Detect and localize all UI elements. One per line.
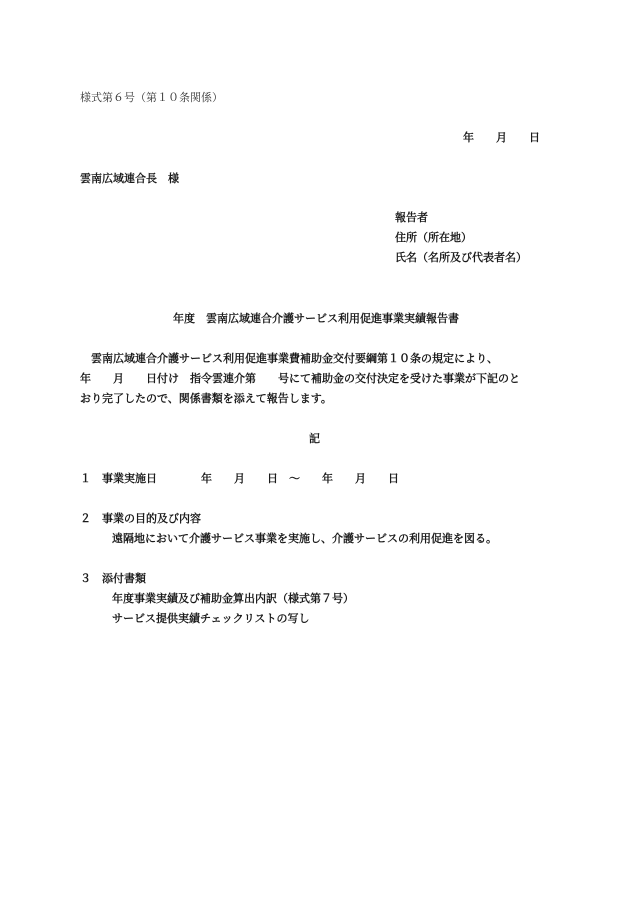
form-number: 様式第６号（第１０条関係） — [80, 91, 223, 104]
ki-heading: 記 — [309, 432, 320, 445]
addressee: 雲南広域連合長 様 — [80, 172, 179, 185]
attachment-item: サービス提供実績チェックリストの写し — [112, 612, 310, 625]
section-2-content: 遠隔地において介護サービス事業を実施し、介護サービスの利用促進を図る。 — [112, 532, 497, 545]
date-line: 年 月 日 — [463, 131, 540, 144]
attachment-item: 年度事業実績及び補助金算出内訳（様式第７号） — [112, 592, 354, 605]
body-line-1: 雲南広域連合介護サービス利用促進事業費補助金交付要綱第１０条の規定により、 — [80, 352, 498, 365]
reporter-label: 報告者 — [395, 211, 428, 224]
body-line-3: おり完了したので、関係書類を添えて報告します。 — [80, 392, 332, 405]
section-3-heading: ３ 添付書類 — [80, 572, 146, 585]
document-title: 年度 雲南広域連合介護サービス利用促進事業実績報告書 — [173, 312, 459, 325]
section-2-heading: ２ 事業の目的及び内容 — [80, 512, 201, 525]
reporter-name: 氏名（名所及び代表者名） — [395, 251, 527, 264]
section-1-heading: １ 事業実施日 年 月 日 〜 年 月 日 — [80, 472, 399, 485]
reporter-address: 住所（所在地） — [395, 231, 472, 244]
body-line-2: 年 月 日付け 指令雲連介第 号にて補助金の交付決定を受けた事業が下記のと — [80, 372, 520, 385]
